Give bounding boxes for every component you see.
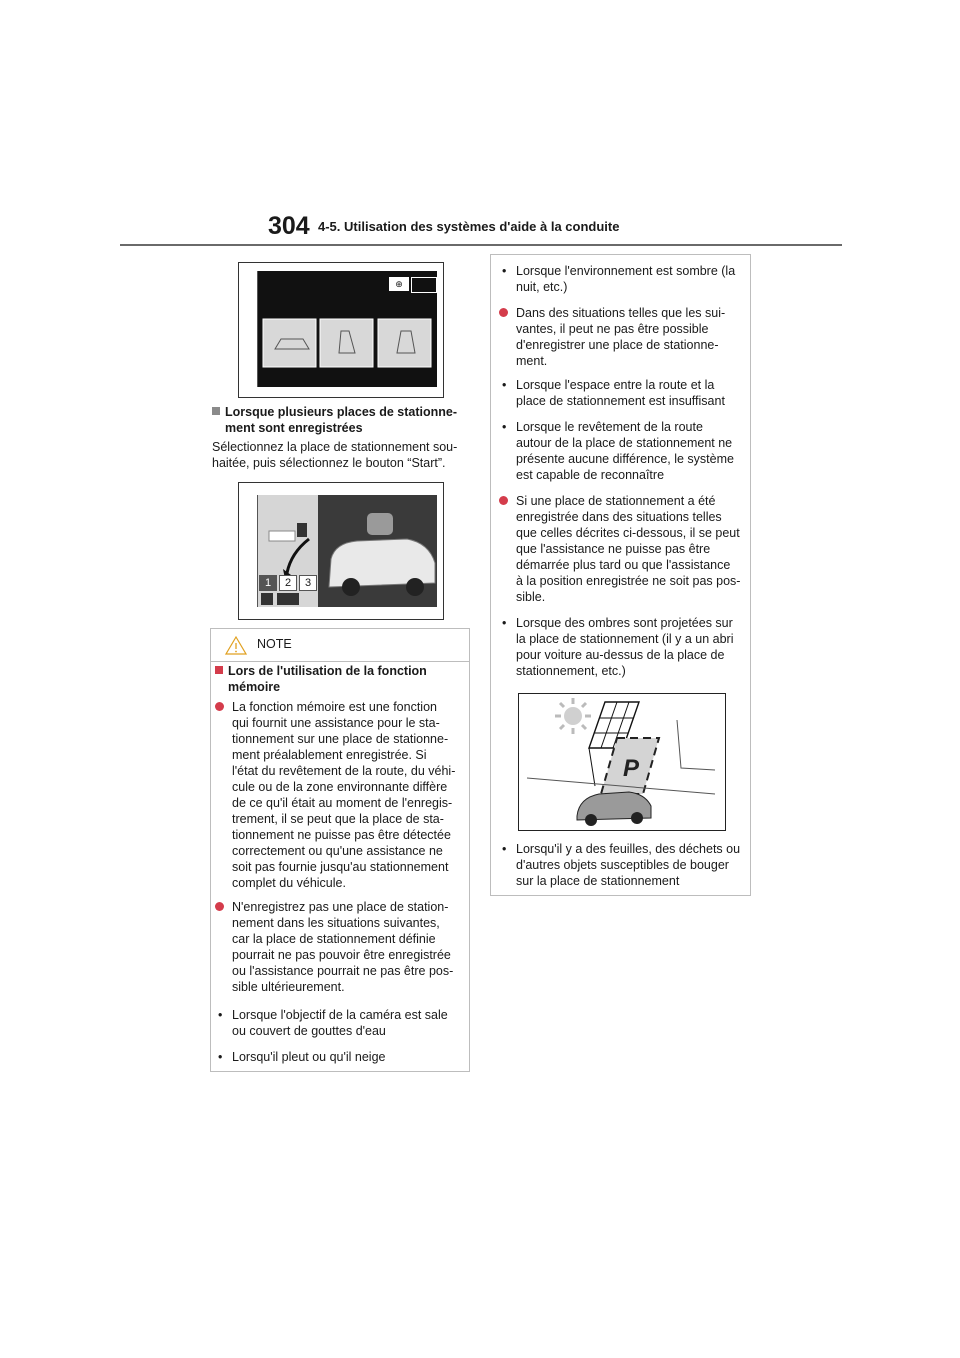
screen-icon-box: ⊕ xyxy=(389,277,409,291)
figure-parking-slots xyxy=(238,262,444,398)
parking-p-label: P xyxy=(623,755,640,782)
slot-number-1: 1 xyxy=(259,575,277,591)
note-dash-1: • Lorsque l'objectif de la caméra est sale ou couvert de gouttes d'eau xyxy=(218,1008,448,1038)
right-dash-1: • Lorsque l'environnement est sombre (la nuit, etc.) xyxy=(502,264,736,294)
slot-thumbnails xyxy=(239,263,443,397)
page-number: 304 xyxy=(268,212,310,240)
right-dash-4: • Lorsque des ombres sont projetées sur la place de stationnement (il y a un abri pour voiture au-dessus de la place de stationnement, etc.) xyxy=(502,616,734,678)
carport-illustration xyxy=(519,694,725,830)
slot-number-2: 2 xyxy=(279,575,297,591)
note-continuation-box xyxy=(490,254,751,896)
right-dash-3: • Lorsque le revêtement de la route autour de la place de stationnement ne présente aucune différence, le système est capable de reconnaître xyxy=(502,420,734,482)
note-heading: Lors de l'utilisation de la fonction mémoire xyxy=(215,663,427,695)
section-title: 4-5. Utilisation des systèmes d'aide à la conduite xyxy=(318,219,620,234)
red-bullet-icon xyxy=(215,702,224,711)
sun-icon xyxy=(555,698,591,734)
note-bullet-1: La fonction mémoire est une fonction qui fournit une assistance pour le sta- tionnement sur une place de stationne- ment préalablement enregistrée. Si l'état du revêtement de la route, du véhi- cule ou de la zone environnante diffère de ce qu'il était au moment de l'enregis- trement, il se peut que la place de sta- tionnement ne puisse pas être détectée correctement ou qu'une assistance ne soit pas fournie jusqu'au stationnement complet du véhicule. xyxy=(215,699,455,891)
figure-carport-shadow xyxy=(518,693,726,831)
note-box xyxy=(210,628,470,1072)
right-dash-2: • Lorsque l'espace entre la route et la place de stationnement est insuffisant xyxy=(502,378,725,408)
multi-slots-heading: Lorsque plusieurs places de stationne- ment sont enregistrées xyxy=(212,404,457,436)
note-dash-2: • Lorsqu'il pleut ou qu'il neige xyxy=(218,1050,386,1064)
red-bullet-icon xyxy=(215,902,224,911)
header-divider xyxy=(120,244,842,246)
note-title: NOTE xyxy=(257,637,292,651)
warning-icon xyxy=(225,635,247,655)
square-bullet-icon xyxy=(212,407,220,415)
multi-slots-body: Sélectionnez la place de stationnement sou- haitée, puis sélectionnez le bouton “Start”. xyxy=(212,440,458,470)
right-bullet-2: Si une place de stationnement a été enregistrée dans des situations telles que celles décrites ci-dessous, il se peut que l'assistance ne puisse pas être démarrée plus tard ou que l'assistance à la position enregistrée ne soit pas pos- sible. xyxy=(499,493,740,605)
note-bullet-2: N'enregistrez pas une place de station- nement dans les situations suivantes, car la place de stationnement définie pourrait ne pas pouvoir être enregistrée ou l'assistance pourrait ne pas être pos- sible ultérieurement. xyxy=(215,899,453,995)
square-bullet-icon xyxy=(215,666,223,674)
right-bullet-1: Dans des situations telles que les sui- vantes, il peut ne pas être possible d'enregistrer une place de stationne- ment. xyxy=(499,305,725,369)
figure-slot-selector xyxy=(238,482,444,620)
slot-number-3: 3 xyxy=(299,575,317,591)
slot-selector xyxy=(259,575,317,591)
right-dash-5: • Lorsqu'il y a des feuilles, des déchets ou d'autres objets susceptibles de bouger sur la place de stationnement xyxy=(502,842,741,888)
red-bullet-icon xyxy=(499,308,508,317)
red-bullet-icon xyxy=(499,496,508,505)
note-header xyxy=(211,629,469,662)
